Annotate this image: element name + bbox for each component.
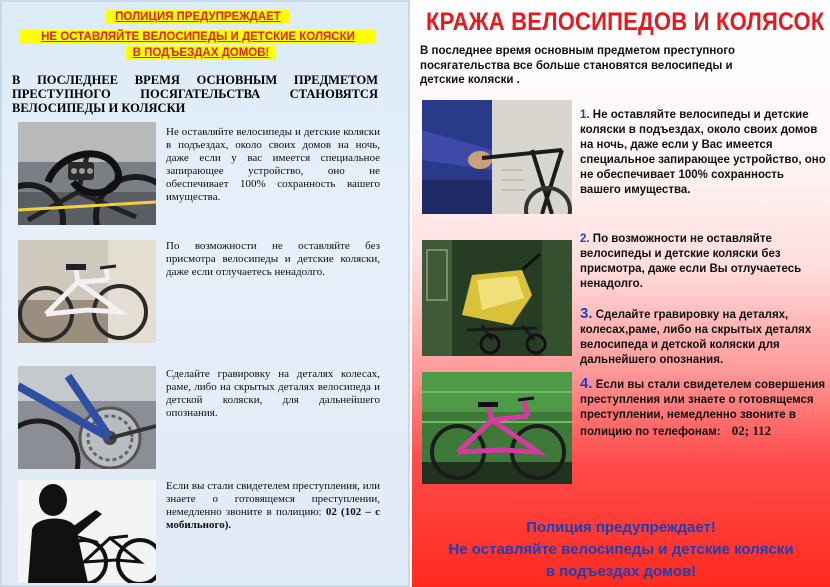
footer-line-3: в подъездах домов!	[545, 563, 697, 580]
photo-bike-hallway	[18, 240, 156, 343]
left-tip-2: По возможности не оставляйте без присмотра велосипеды и детские коляски, даже если отлучаетесь ненадолго.	[166, 240, 380, 278]
left-heading: В ПОСЛЕДНЕЕ ВРЕМЯ ОСНОВНЫМ ПРЕДМЕТОМ ПРЕСТУПНОГО ПОСЯГАТЕЛЬСТВА СТАНОВЯТСЯ ВЕЛОСИПЕДЫ И КОЛЯСКИ	[12, 73, 378, 115]
right-item-1	[580, 108, 828, 198]
photo-hand-on-bike	[422, 100, 572, 214]
right-item-4-number: 4.	[580, 375, 593, 392]
right-item-1-text: Не оставляйте велосипеды и детские коляски в подъездах, около своих домов на ночь, даже если у Вас имеется специальное запирающее устройство, оно не обеспечивает 100% сохранность вашего имущества.	[580, 109, 826, 196]
right-intro: В последнее время основным предметом преступного посягательства все больше становятся велосипеды и детские коляски .	[420, 45, 736, 86]
right-item-4-text: Если вы стали свидетелем совершения преступления или знаете о готовящемся преступлении, немедленно звоните в полицию по телефонам:	[580, 379, 826, 438]
right-item-1-number: 1.	[580, 109, 590, 121]
left-tip-1: Не оставляйте велосипеды и детские коляски в подъездах, около своих домов на ночь, даже если у вас имеется специальное запирающее устройство, оно не обеспечивает 100% сохранность вашего имущества.	[166, 126, 380, 203]
left-tip-4	[166, 480, 380, 532]
left-leaflet-panel	[0, 0, 410, 587]
right-item-2-number: 2.	[580, 233, 590, 245]
right-item-2-text: По возможности не оставляйте велосипеды и детские коляски без присмотра, даже если Вы отлучаетесь ненадолго.	[580, 233, 802, 290]
right-item-3-text: Сделайте гравировку на деталях, колесах,раме, либо на скрытых деталях велосипеда и детской коляски для дальнейшего опознания.	[580, 309, 812, 366]
right-item-2	[580, 232, 828, 292]
photo-bike-lock	[18, 122, 156, 225]
photo-thief	[18, 480, 156, 583]
photo-pink-bike	[422, 372, 572, 484]
right-item-4	[580, 376, 828, 440]
right-title: КРАЖА ВЕЛОСИПЕДОВ И КОЛЯСОК	[426, 7, 825, 36]
left-phone: 02 (102 – с мобильного).	[166, 506, 381, 531]
right-item-3-number: 3.	[580, 305, 593, 322]
photo-bike-gear	[18, 366, 156, 469]
right-phones: 02; 112	[731, 423, 772, 438]
warning-line-3: В ПОДЪЕЗДАХ ДОМОВ!	[126, 46, 276, 60]
right-leaflet-panel	[412, 0, 830, 587]
left-tip-4-text: Если вы стали свидетелем преступления, или знаете о готовящемся преступлении, немедленно звоните в полицию:	[166, 480, 380, 518]
footer-line-1: Полиция предупреждает!	[526, 519, 716, 536]
warning-line-1: ПОЛИЦИЯ ПРЕДУПРЕЖДАЕТ	[106, 10, 290, 24]
warning-line-2: НЕ ОСТАВЛЯЙТЕ ВЕЛОСИПЕДЫ И ДЕТСКИЕ КОЛЯСКИ	[20, 30, 376, 44]
right-item-3	[580, 306, 828, 368]
photo-stroller	[422, 240, 572, 356]
footer-line-2: Не оставляйте велосипеды и детские коляски	[448, 541, 794, 558]
left-tip-3: Сделайте гравировку на деталях колесах, раме, либо на скрытых деталях велосипеда и детской коляски, для дальнейшего опознания.	[166, 368, 380, 419]
right-footer	[412, 517, 830, 583]
